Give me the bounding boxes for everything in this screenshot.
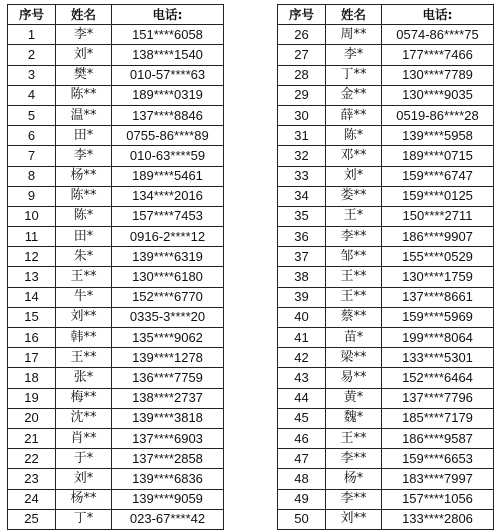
row-phone: 186****9907 — [382, 227, 494, 247]
row-number: 18 — [8, 368, 56, 388]
row-name: 于* — [56, 449, 112, 469]
row-number: 34 — [278, 186, 326, 206]
row-name: 梁** — [326, 348, 382, 368]
row-phone: 157****1056 — [382, 489, 494, 509]
table-row — [8, 408, 224, 428]
row-phone: 183****7997 — [382, 469, 494, 489]
row-number: 12 — [8, 247, 56, 267]
row-name: 丁* — [56, 509, 112, 529]
row-phone: 137****7796 — [382, 388, 494, 408]
row-number: 22 — [8, 449, 56, 469]
table-row — [8, 126, 224, 146]
table-row — [278, 489, 494, 509]
row-number: 50 — [278, 509, 326, 529]
row-phone: 139****6319 — [112, 247, 224, 267]
contact-table-right — [277, 4, 494, 530]
row-number: 2 — [8, 45, 56, 65]
row-number: 29 — [278, 85, 326, 105]
row-number: 19 — [8, 388, 56, 408]
table-row — [278, 166, 494, 186]
row-number: 23 — [8, 469, 56, 489]
header-row — [278, 5, 494, 25]
row-number: 24 — [8, 489, 56, 509]
table-row — [278, 85, 494, 105]
row-number: 8 — [8, 166, 56, 186]
table-row — [278, 348, 494, 368]
table-row — [278, 186, 494, 206]
row-name: 张* — [56, 368, 112, 388]
row-number: 38 — [278, 267, 326, 287]
row-name: 杨* — [326, 469, 382, 489]
row-phone: 134****2016 — [112, 186, 224, 206]
row-number: 4 — [8, 85, 56, 105]
row-name: 邓** — [326, 146, 382, 166]
row-number: 37 — [278, 247, 326, 267]
table-row — [278, 206, 494, 226]
row-number: 1 — [8, 25, 56, 45]
table-row — [278, 408, 494, 428]
row-phone: 152****6770 — [112, 287, 224, 307]
row-name: 黄* — [326, 388, 382, 408]
header-name: 姓名 — [56, 5, 112, 25]
row-number: 25 — [8, 509, 56, 529]
row-name: 田* — [56, 227, 112, 247]
table-row — [8, 267, 224, 287]
table-row — [8, 509, 224, 529]
row-phone: 159****5969 — [382, 307, 494, 327]
table-row — [8, 25, 224, 45]
row-number: 20 — [8, 408, 56, 428]
row-name: 樊* — [56, 65, 112, 85]
row-name: 李** — [326, 489, 382, 509]
row-name: 李** — [326, 227, 382, 247]
table-row — [8, 348, 224, 368]
row-phone: 0335-3****20 — [112, 307, 224, 327]
row-name: 李** — [326, 449, 382, 469]
row-name: 周** — [326, 25, 382, 45]
row-name: 梅** — [56, 388, 112, 408]
row-number: 26 — [278, 25, 326, 45]
table-row — [278, 146, 494, 166]
row-phone: 189****0319 — [112, 85, 224, 105]
table-row — [278, 126, 494, 146]
row-phone: 0755-86****89 — [112, 126, 224, 146]
table-row — [8, 489, 224, 509]
table-row — [278, 45, 494, 65]
row-number: 3 — [8, 65, 56, 85]
table-row — [8, 186, 224, 206]
header-number: 序号 — [278, 5, 326, 25]
row-name: 刘* — [326, 166, 382, 186]
row-phone: 137****2858 — [112, 449, 224, 469]
row-number: 46 — [278, 428, 326, 448]
row-name: 温** — [56, 105, 112, 125]
table-row — [8, 428, 224, 448]
table-row — [278, 105, 494, 125]
row-number: 49 — [278, 489, 326, 509]
row-name: 刘** — [326, 509, 382, 529]
table-row — [278, 65, 494, 85]
row-number: 30 — [278, 105, 326, 125]
row-phone: 130****6180 — [112, 267, 224, 287]
table-row — [8, 388, 224, 408]
row-number: 21 — [8, 428, 56, 448]
row-name: 易** — [326, 368, 382, 388]
row-name: 李* — [326, 45, 382, 65]
row-phone: 139****1278 — [112, 348, 224, 368]
table-row — [278, 328, 494, 348]
row-number: 39 — [278, 287, 326, 307]
row-phone: 133****5301 — [382, 348, 494, 368]
table-row — [278, 388, 494, 408]
table-row — [8, 469, 224, 489]
row-phone: 189****0715 — [382, 146, 494, 166]
table-row — [278, 428, 494, 448]
row-number: 28 — [278, 65, 326, 85]
row-phone: 130****9035 — [382, 85, 494, 105]
header-number: 序号 — [8, 5, 56, 25]
row-name: 王** — [326, 267, 382, 287]
row-name: 杨** — [56, 166, 112, 186]
row-phone: 159****6653 — [382, 449, 494, 469]
row-phone: 138****1540 — [112, 45, 224, 65]
row-phone: 157****7453 — [112, 206, 224, 226]
row-number: 42 — [278, 348, 326, 368]
row-number: 9 — [8, 186, 56, 206]
row-name: 王** — [56, 348, 112, 368]
row-name: 肖** — [56, 428, 112, 448]
table-row — [8, 166, 224, 186]
row-phone: 133****2806 — [382, 509, 494, 529]
row-name: 邹** — [326, 247, 382, 267]
row-name: 王** — [56, 267, 112, 287]
row-number: 31 — [278, 126, 326, 146]
row-name: 李* — [56, 146, 112, 166]
row-number: 43 — [278, 368, 326, 388]
row-phone: 151****6058 — [112, 25, 224, 45]
row-phone: 189****5461 — [112, 166, 224, 186]
table-row — [278, 287, 494, 307]
row-phone: 135****9062 — [112, 328, 224, 348]
row-phone: 130****7789 — [382, 65, 494, 85]
table-row — [8, 65, 224, 85]
row-name: 苗* — [326, 328, 382, 348]
row-name: 王** — [326, 287, 382, 307]
table-row — [8, 206, 224, 226]
table-row — [8, 227, 224, 247]
row-phone: 010-57****63 — [112, 65, 224, 85]
row-name: 刘* — [56, 45, 112, 65]
row-number: 5 — [8, 105, 56, 125]
table-row — [8, 85, 224, 105]
row-number: 47 — [278, 449, 326, 469]
row-phone: 136****7759 — [112, 368, 224, 388]
row-phone: 199****8064 — [382, 328, 494, 348]
table-row — [278, 227, 494, 247]
row-name: 王** — [326, 428, 382, 448]
row-number: 7 — [8, 146, 56, 166]
row-phone: 186****9587 — [382, 428, 494, 448]
contact-table-left — [7, 4, 224, 530]
row-phone: 0574-86****75 — [382, 25, 494, 45]
row-phone: 139****6836 — [112, 469, 224, 489]
row-phone: 185****7179 — [382, 408, 494, 428]
table-row — [8, 449, 224, 469]
table-row — [8, 247, 224, 267]
header-name: 姓名 — [326, 5, 382, 25]
row-name: 丁** — [326, 65, 382, 85]
table-row — [278, 368, 494, 388]
row-phone: 139****5958 — [382, 126, 494, 146]
row-name: 牛* — [56, 287, 112, 307]
header-phone: 电话: — [382, 5, 494, 25]
row-phone: 137****6903 — [112, 428, 224, 448]
row-number: 35 — [278, 206, 326, 226]
row-phone: 137****8661 — [382, 287, 494, 307]
table-row — [278, 25, 494, 45]
row-name: 韩** — [56, 328, 112, 348]
row-number: 15 — [8, 307, 56, 327]
row-phone: 138****2737 — [112, 388, 224, 408]
row-phone: 023-67****42 — [112, 509, 224, 529]
row-phone: 139****9059 — [112, 489, 224, 509]
row-number: 33 — [278, 166, 326, 186]
row-phone: 155****0529 — [382, 247, 494, 267]
row-name: 陈* — [56, 206, 112, 226]
row-phone: 159****0125 — [382, 186, 494, 206]
table-row — [8, 368, 224, 388]
row-phone: 139****3818 — [112, 408, 224, 428]
row-name: 薛** — [326, 105, 382, 125]
row-phone: 0519-86****28 — [382, 105, 494, 125]
row-name: 朱* — [56, 247, 112, 267]
row-phone: 177****7466 — [382, 45, 494, 65]
row-number: 44 — [278, 388, 326, 408]
row-name: 田* — [56, 126, 112, 146]
row-name: 蔡** — [326, 307, 382, 327]
row-name: 李* — [56, 25, 112, 45]
row-phone: 0916-2****12 — [112, 227, 224, 247]
table-row — [8, 328, 224, 348]
table-row — [278, 307, 494, 327]
row-name: 王* — [326, 206, 382, 226]
row-number: 16 — [8, 328, 56, 348]
table-row — [278, 449, 494, 469]
table-row — [8, 45, 224, 65]
row-name: 金** — [326, 85, 382, 105]
row-name: 沈** — [56, 408, 112, 428]
row-name: 刘* — [56, 469, 112, 489]
table-row — [278, 509, 494, 529]
row-number: 32 — [278, 146, 326, 166]
row-name: 刘** — [56, 307, 112, 327]
row-number: 27 — [278, 45, 326, 65]
row-phone: 152****6464 — [382, 368, 494, 388]
row-number: 13 — [8, 267, 56, 287]
row-number: 40 — [278, 307, 326, 327]
row-number: 48 — [278, 469, 326, 489]
row-name: 魏* — [326, 408, 382, 428]
row-number: 11 — [8, 227, 56, 247]
table-row — [8, 105, 224, 125]
table-row — [278, 247, 494, 267]
row-number: 14 — [8, 287, 56, 307]
header-phone: 电话: — [112, 5, 224, 25]
row-number: 41 — [278, 328, 326, 348]
table-row — [278, 267, 494, 287]
row-number: 17 — [8, 348, 56, 368]
row-number: 36 — [278, 227, 326, 247]
row-phone: 130****1759 — [382, 267, 494, 287]
row-name: 娄** — [326, 186, 382, 206]
row-name: 陈** — [56, 186, 112, 206]
row-phone: 159****6747 — [382, 166, 494, 186]
table-row — [8, 307, 224, 327]
row-name: 杨** — [56, 489, 112, 509]
row-number: 10 — [8, 206, 56, 226]
row-phone: 010-63****59 — [112, 146, 224, 166]
row-phone: 137****8846 — [112, 105, 224, 125]
row-number: 45 — [278, 408, 326, 428]
row-number: 6 — [8, 126, 56, 146]
row-name: 陈* — [326, 126, 382, 146]
row-phone: 150****2711 — [382, 206, 494, 226]
header-row — [8, 5, 224, 25]
table-row — [8, 287, 224, 307]
table-row — [8, 146, 224, 166]
table-row — [278, 469, 494, 489]
row-name: 陈** — [56, 85, 112, 105]
